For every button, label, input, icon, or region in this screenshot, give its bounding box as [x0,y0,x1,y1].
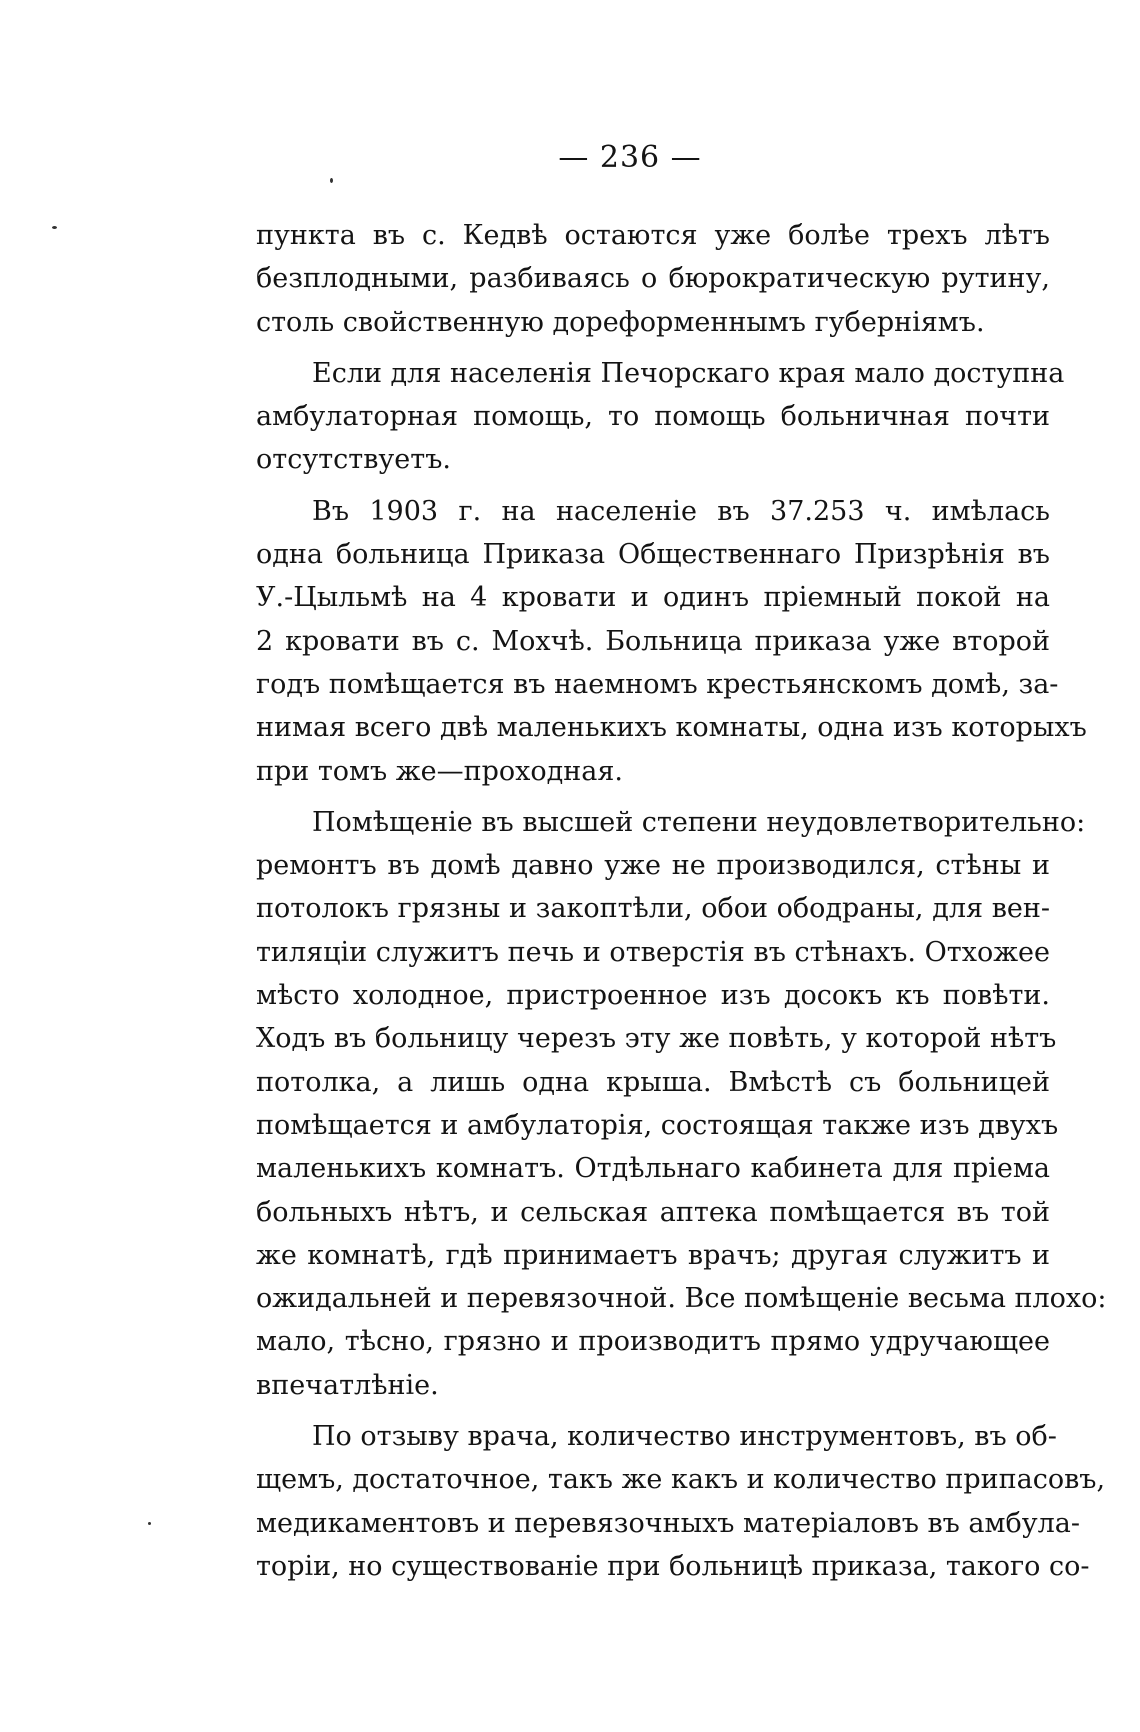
text-line: мѣсто холодное, пристроенное изъ досокъ къ повѣти. [256,980,1050,1012]
text-line: Въ 1903 г. на населеніе въ 37.253 ч. имѣлась [312,495,1050,527]
text-line: годъ помѣщается въ наемномъ крестьянскомъ домѣ, за- [256,668,1059,700]
paragraph-gap [256,482,1050,490]
scan-speck [148,1522,151,1525]
text-line: ожидальней и перевязочной. Все помѣщеніе весьма плохо: [256,1283,1107,1315]
text-line: медикаментовъ и перевязочныхъ матеріаловъ въ амбула- [256,1507,1081,1539]
scan-speck [52,226,57,229]
paragraph [256,801,1107,1407]
paragraph [256,214,1050,344]
paragraph [256,1415,1106,1588]
text-line: По отзыву врача, количество инструментовъ, въ об- [312,1421,1057,1453]
paragraph [256,490,1087,793]
text-line: торіи, но существованіе при больницѣ приказа, такого со- [256,1550,1090,1582]
text-line: отсутствуетъ. [256,444,451,476]
text-line: Если для населенія Печорскаго края мало доступна [312,357,1065,389]
text-line: тиляціи служитъ печь и отверстія въ стѣнахъ. Отхожее [256,936,1050,968]
text-line: же комнатѣ, гдѣ принимаетъ врачъ; другая служитъ и [256,1239,1050,1271]
text-line: впечатлѣніе. [256,1369,439,1401]
paragraph-gap [256,793,1050,801]
text-line: ремонтъ въ домѣ давно уже не производился, стѣны и [256,850,1050,882]
text-line: пункта въ с. Кедвѣ остаются уже болѣе трехъ лѣтъ [256,220,1050,251]
text-line: щемъ, достаточное, такъ же какъ и количество припасовъ, [256,1464,1106,1496]
text-line: амбулаторная помощь, то помощь больничная почти [256,401,1050,433]
paragraph-gap [256,344,1050,352]
text-line: У.-Цыльмѣ на 4 кровати и одинъ пріемный покой на [256,582,1050,614]
text-line: Помѣщеніе въ высшей степени неудовлетворительно: [312,806,1086,838]
scan-speck [330,178,333,183]
text-line: при томъ же—проходная. [256,755,623,787]
text-line: помѣщается и амбулаторія, состоящая также изъ двухъ [256,1109,1059,1141]
paragraph-gap [256,1407,1050,1415]
text-line: столь свойственную дореформеннымъ губерніямъ. [256,306,985,338]
text-line: больныхъ нѣтъ, и сельская аптека помѣщается въ той [256,1196,1050,1228]
text-line: мало, тѣсно, грязно и производитъ прямо удручающее [256,1326,1050,1358]
text-body [256,214,1107,1588]
text-line: нимая всего двѣ маленькихъ комнаты, одна изъ которыхъ [256,712,1087,744]
paragraph [256,352,1065,482]
text-line: Ходъ въ больницу черезъ эту же повѣть, у которой нѣтъ [256,1023,1057,1055]
page-number: — 236 — [558,140,702,175]
text-line: потолка, а лишь одна крыша. Вмѣстѣ съ больницей [256,1066,1050,1098]
text-line: одна больница Приказа Общественнаго Призрѣнія въ [256,539,1050,571]
text-line: безплодными, разбиваясь о бюрократическую рутину, [256,263,1050,295]
text-line: потолокъ грязны и закоптѣли, обои ободраны, для вен- [256,893,1050,925]
text-line: маленькихъ комнатъ. Отдѣльнаго кабинета для пріема [256,1153,1050,1185]
text-line: 2 кровати въ с. Мохчѣ. Больница приказа уже второй [256,625,1050,657]
